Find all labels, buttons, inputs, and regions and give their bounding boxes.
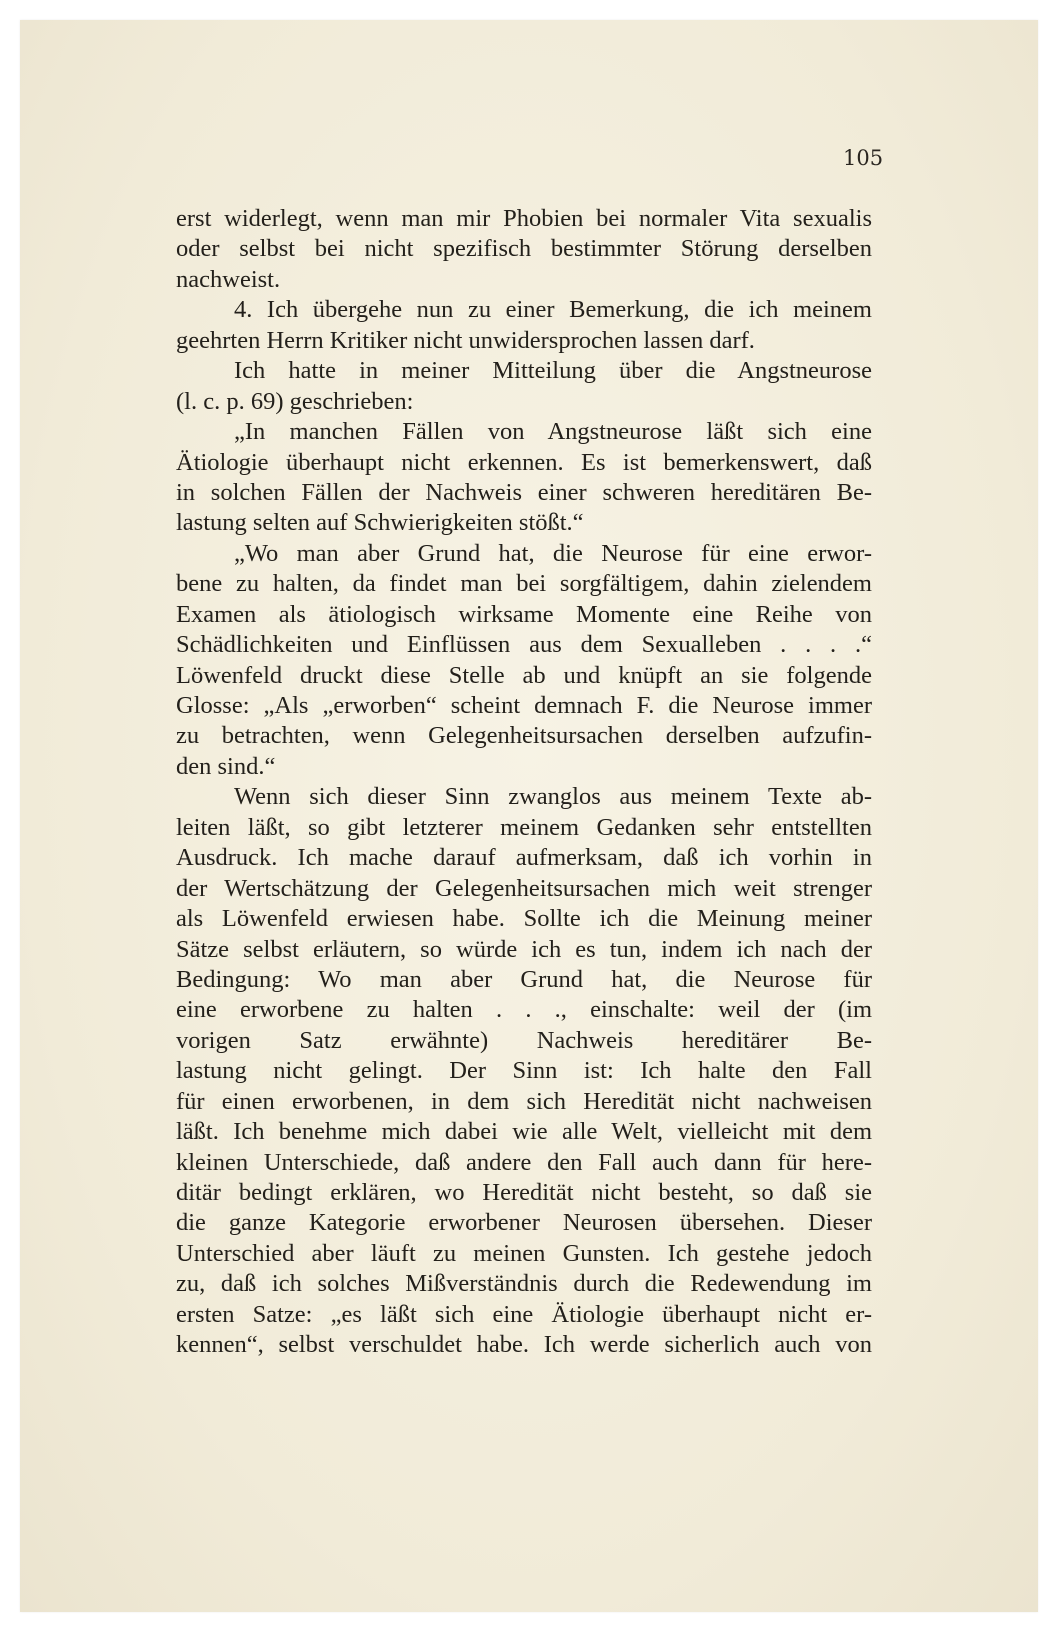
body-text [176,204,872,1361]
text-line: Examen als ätiologisch wirksame Momente eine Reihe von [176,600,872,628]
text-line: als Löwenfeld erwiesen habe. Sollte ich die Meinung meiner [176,905,872,933]
text-line: ditär bedingt erklären, wo Heredität nicht besteht, so daß sie [176,1179,872,1206]
text-line: (l. c. p. 69) geschrieben: [176,387,414,415]
text-line: die ganze Kategorie erworbener Neurosen übersehen. Dieser [176,1209,872,1237]
text-line: Glosse: „Als „erworben“ scheint demnach F. die Neurose immer [176,692,872,719]
text-line: Bedingung: Wo man aber Grund hat, die Neurose für [176,965,872,993]
text-line: für einen erworbenen, in dem sich Heredität nicht nachweisen [176,1087,872,1115]
text-line: oder selbst bei nicht spezifisch bestimmter Störung derselben [176,235,872,263]
text-line: Ätiologie überhaupt nicht erkennen. Es ist bemerkenswert, daß [176,448,872,476]
text-line: zu, daß ich solches Mißverständnis durch die Redewendung im [176,1270,872,1298]
text-line: lastung nicht gelingt. Der Sinn ist: Ich halte den Fall [176,1057,872,1085]
text-line: erst widerlegt, wenn man mir Phobien bei normaler Vita sexualis [176,205,872,232]
text-line: nachweist. [176,265,281,293]
text-line: vorigen Satz erwähnte) Nachweis hereditärer Be- [176,1026,872,1054]
text-line: den sind.“ [176,752,276,780]
book-page [20,20,1038,1612]
text-line: Unterschied aber läuft zu meinen Gunsten. Ich gestehe jedoch [176,1239,872,1267]
text-line: zu betrachten, wenn Gelegenheitsursachen derselben aufzufin- [176,722,872,750]
text-line: 4. Ich übergehe nun zu einer Bemerkung, die ich meinem [234,296,872,324]
text-line: Wenn sich dieser Sinn zwanglos aus meinem Texte ab- [234,783,872,811]
text-line: Schädlichkeiten und Einflüssen aus dem Sexualleben . . . .“ [176,631,872,659]
text-line: kennen“, selbst verschuldet habe. Ich werde sicherlich auch von [176,1331,872,1359]
text-line: ersten Satze: „es läßt sich eine Ätiologie überhaupt nicht er- [176,1300,872,1328]
text-line: „Wo man aber Grund hat, die Neurose für eine erwor- [234,539,872,567]
text-line: in solchen Fällen der Nachweis einer schweren hereditären Be- [176,478,872,506]
text-line: leiten läßt, so gibt letzterer meinem Gedanken sehr entstellten [176,813,872,841]
text-line: lastung selten auf Schwierigkeiten stößt.“ [176,509,584,537]
text-line: eine erworbene zu halten . . ., einschalte: weil der (im [176,996,872,1024]
text-line: kleinen Unterschiede, daß andere den Fall auch dann für here- [176,1148,872,1176]
text-line: geehrten Herrn Kritiker nicht unwidersprochen lassen darf. [176,326,755,354]
text-line: Ich hatte in meiner Mitteilung über die Angstneurose [234,357,872,385]
text-line: Sätze selbst erläutern, so würde ich es tun, indem ich nach der [176,935,872,963]
page-number: 105 [843,146,884,170]
text-line: bene zu halten, da findet man bei sorgfältigem, dahin zielendem [176,570,872,598]
text-line: „In manchen Fällen von Angstneurose läßt sich eine [234,418,872,446]
text-line: Ausdruck. Ich mache darauf aufmerksam, daß ich vorhin in [176,844,872,872]
text-line: der Wertschätzung der Gelegenheitsursachen mich weit strenger [176,874,872,902]
text-line: Löwenfeld druckt diese Stelle ab und knüpft an sie folgende [176,661,872,689]
text-line: läßt. Ich benehme mich dabei wie alle Welt, vielleicht mit dem [176,1118,872,1146]
